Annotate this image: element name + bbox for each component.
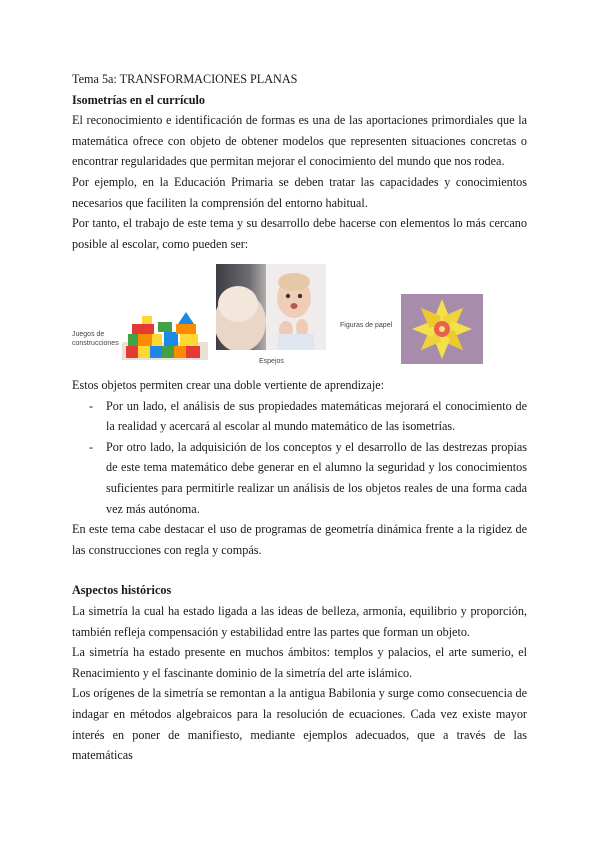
caption-mirrors: Espejos [259,358,284,365]
list-item: - Por otro lado, la adquisición de los conceptos y el desarrollo de las destrezas propias de este tema matemático debe generar en el alumno la seguridad y los conocimientos suficientes para permitirle realizar un análisis de los objetos reales de una forma cada vez más autónoma. [72,437,527,519]
section-heading-isometrias: Isometrías en el currículo [72,92,206,107]
building-blocks-image [122,308,208,360]
section-heading-historicos: Aspectos históricos [72,583,172,598]
origami-flower-illustration [401,294,483,364]
upper-text-block [72,69,527,254]
list-item: - Por un lado, el análisis de sus propiedades matemáticas mejorará el conocimiento de la realidad y acercará al escolar al mundo matemático de las isometrías. [72,396,527,437]
baby-mirror-illustration [216,264,326,350]
paragraph: En este tema cabe destacar el uso de programas de geometría dinámica frente a la rigidez de las construcciones con regla y compás. [72,522,527,557]
paragraph: Estos objetos permiten crear una doble vertiente de aprendizaje: [72,378,385,392]
bullet-list [72,396,527,520]
page-title: Tema 5a: TRANSFORMACIONES PLANAS [72,72,298,86]
paragraph: Por tanto, el trabajo de este tema y su desarrollo debe hacerse con elementos lo más cercano posible al escolar, como pueden ser: [72,216,527,251]
paragraph: Por ejemplo, en la Educación Primaria se deben tratar las capacidades y conocimientos necesarios que faciliten la comprensión del entorno habitual. [72,174,527,210]
figures-row [72,264,527,368]
paper-origami-image [401,294,483,364]
paragraph: La simetría la cual ha estado ligada a las ideas de belleza, armonía, equilibrio y proporción, también refleja compensación y estabilidad entre las partes que forman un objeto. [72,603,527,639]
caption-blocks: Juegos de construcciones [72,331,119,347]
baby-mirror-photo [216,264,326,350]
paragraph: La simetría ha estado presente en muchos ámbitos: templos y palacios, el arte sumerio, el Renacimiento y el fascinante dominio de la simetría del arte islámico. [72,645,527,680]
lower-text-block [72,375,527,766]
caption-paper: Figuras de papel [340,322,393,329]
paragraph: Los orígenes de la simetría se remontan a la antigua Babilonia y surge como consecuencia de indagar en métodos algebraicos para la resolución de ecuaciones. Cada vez existe mayor interés en poner de manifiesto, mediante ejemplos adecuados, que a través de las matemáticas [72,686,527,763]
paragraph: El reconocimiento e identificación de formas es una de las aportaciones primordiales que la matemática ofrece con objeto de obtener modelos que representen situaciones concretas o encontrar regularidades que permitan mejorar el conocimiento del mundo que nos rodea. [72,113,527,169]
